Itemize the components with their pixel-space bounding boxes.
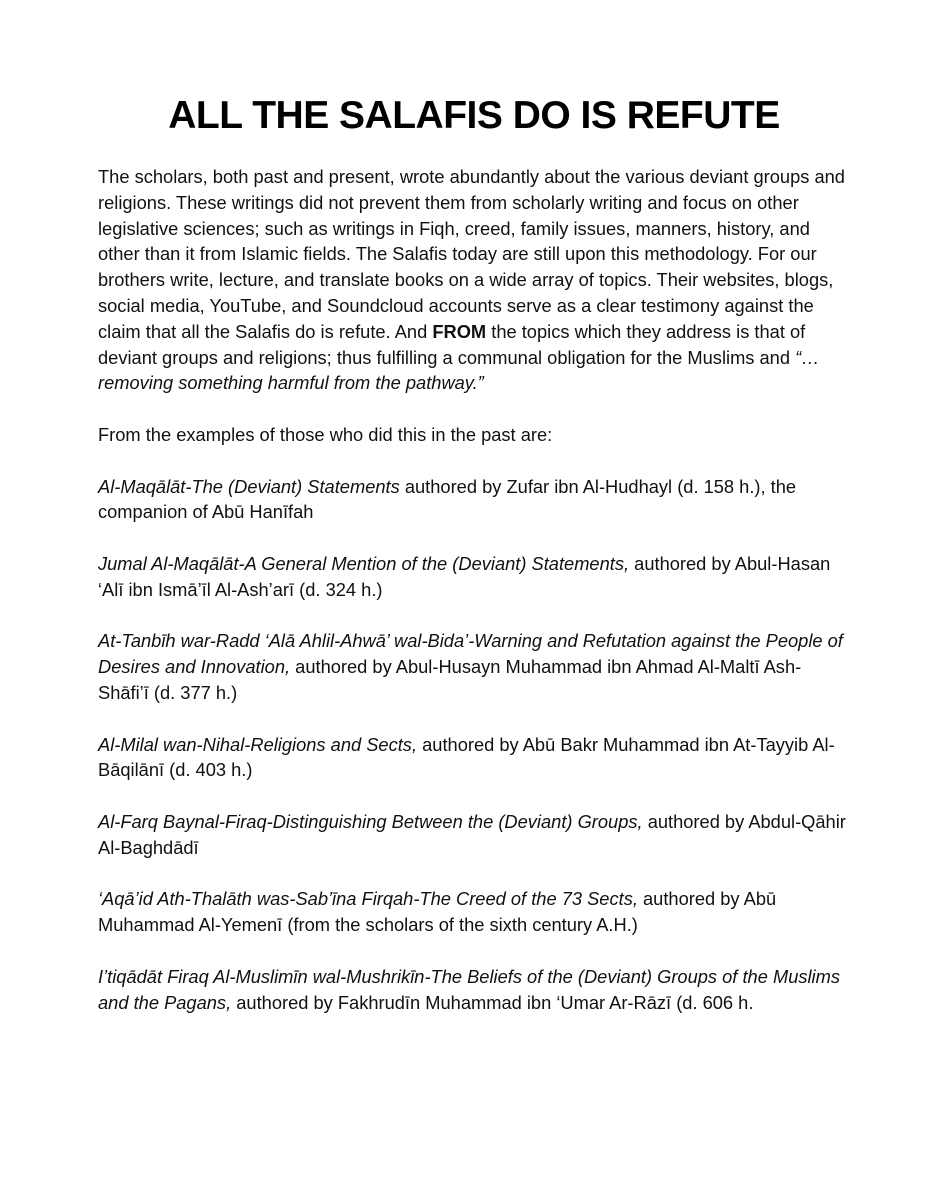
book-details: authored by Abul-Hasan ‘Alī ibn Ismā’īl Al-Ash’arī (d. 324 h.) xyxy=(98,552,831,600)
book-title: At-Tanbīh war-Radd ‘Alā Ahlil-Ahwā’ wal-Bida’-Warning and Refutation against the People of Desires and Innovation, xyxy=(98,630,843,678)
book-details: authored by Abdul-Qāhir Al-Baghdādī xyxy=(98,810,846,858)
book-title: ‘Aqā’id Ath-Thalāth was-Sab’īna Firqah-The Creed of the 73 Sects, xyxy=(98,888,638,910)
book-entry xyxy=(98,732,850,784)
intro-bold-word: FROM xyxy=(432,320,487,342)
book-details: authored by Abū Bakr Muhammad ibn At-Tayyib Al-Bāqilānī (d. 403 h.) xyxy=(98,733,835,781)
book-title: Jumal Al-Maqālāt-A General Mention of the (Deviant) Statements, xyxy=(98,552,630,574)
book-title: Al-Farq Baynal-Firaq-Distinguishing Between the (Deviant) Groups, xyxy=(98,810,643,832)
book-title: Al-Maqālāt-The (Deviant) Statements xyxy=(98,475,400,497)
examples-intro: From the examples of those who did this in the past are: xyxy=(98,423,553,445)
page-title: ALL THE SALAFIS DO IS REFUTE xyxy=(168,94,780,137)
book-title: Al-Milal wan-Nihal-Religions and Sects, xyxy=(98,733,418,755)
book-title: I’tiqādāt Firaq Al-Muslimīn wal-Mushrikīn-The Beliefs of the (Deviant) Groups of the Muslims and the Pagans, xyxy=(98,965,840,1013)
book-details: authored by Zufar ibn Al-Hudhayl (d. 158 h.), the companion of Abū Hanīfah xyxy=(98,475,797,523)
book-details: authored by Fakhrudīn Muhammad ibn ‘Umar Ar-Rāzī (d. 606 h. xyxy=(231,991,754,1013)
intro-text-part2: the topics which they address is that of deviant groups and religions; thus fulfilling a communal obligation for the Muslims and xyxy=(98,320,806,368)
book-entry xyxy=(98,809,850,861)
book-entry xyxy=(98,628,850,705)
document-page xyxy=(98,92,850,1041)
intro-paragraph xyxy=(98,164,850,396)
intro-quote: “…removing something harmful from the pathway.” xyxy=(98,346,820,394)
intro-text-part1: The scholars, both past and present, wrote abundantly about the various deviant groups and religions. These writings did not prevent them from scholarly writing and focus on other legislative sciences; such as writings in Fiqh, creed, family issues, manners, history, and other than it from Islamic fields. The Salafis today are still upon this methodology. For our brothers write, lecture, and translate books on a wide array of topics. Their websites, blogs, social media, YouTube, and Soundcloud accounts serve as a clear testimony against the claim that all the Salafis do is refute. And xyxy=(98,166,845,342)
book-details: authored by Abū Muhammad Al-Yemenī (from the scholars of the sixth century A.H.) xyxy=(98,888,777,936)
book-entry xyxy=(98,474,850,526)
book-details: authored by Abul-Husayn Muhammad ibn Ahmad Al-Maltī Ash-Shāfi’ī (d. 377 h.) xyxy=(98,656,802,703)
book-entry xyxy=(98,551,850,603)
book-entry xyxy=(98,886,850,938)
book-entry xyxy=(98,964,850,1016)
